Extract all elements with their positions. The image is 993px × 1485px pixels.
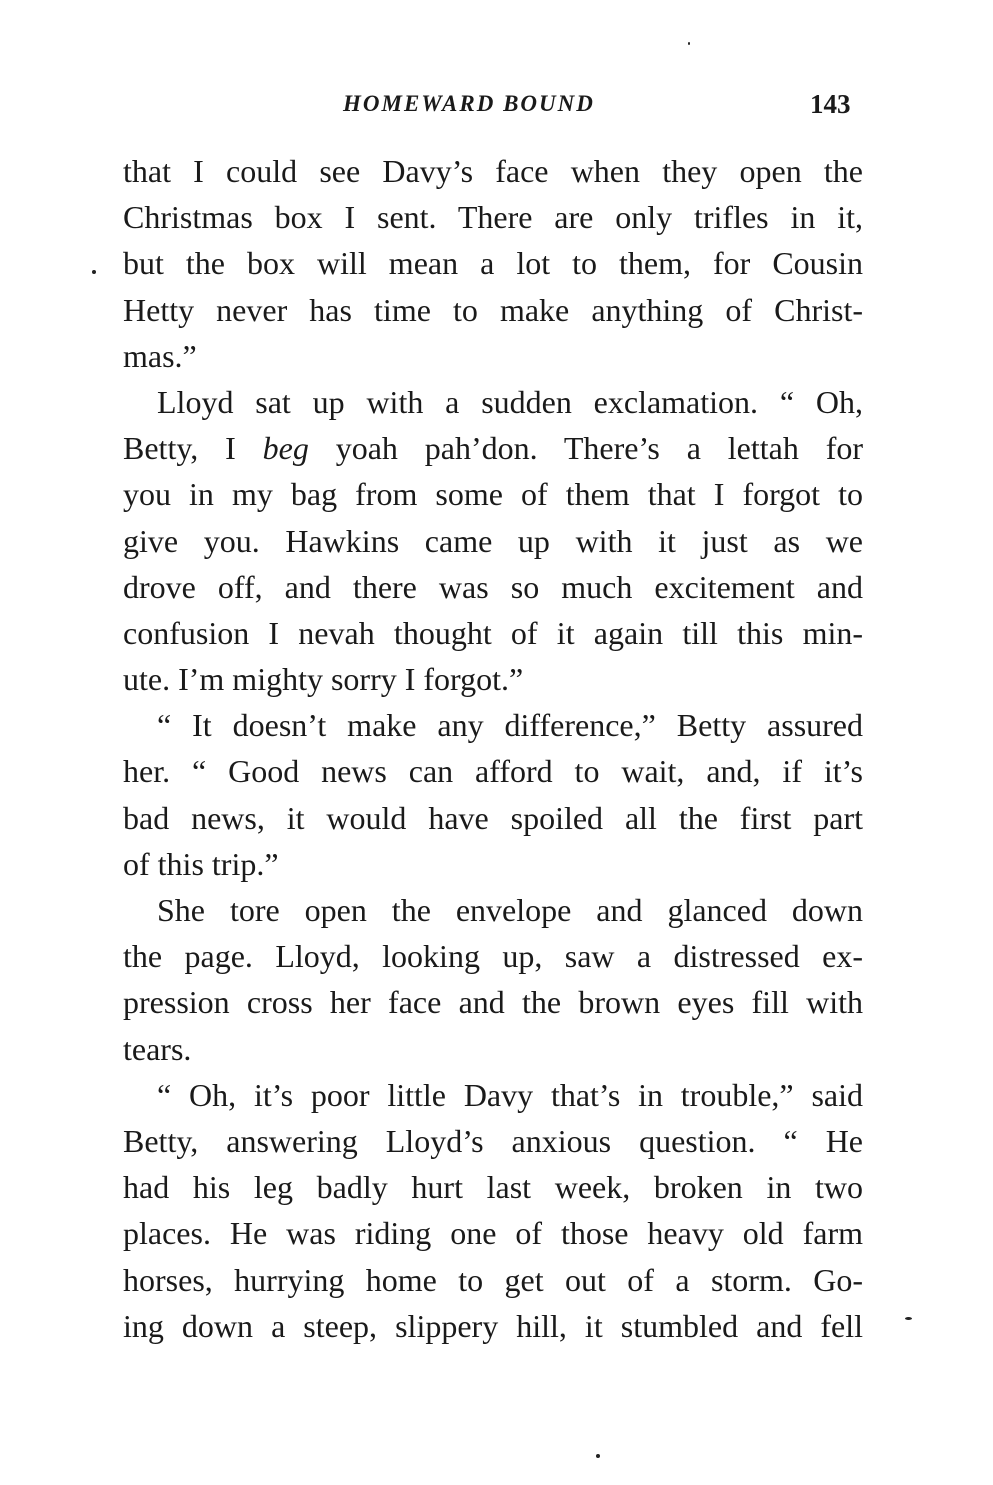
text-line: give you. Hawkins came up with it just as we (123, 522, 863, 559)
text-line: that I could see Davy’s face when they open the (123, 153, 863, 189)
text-line: She tore open the envelope and glanced down (157, 892, 863, 928)
text-line: of this trip.” (123, 845, 279, 882)
text-line: Lloyd sat up with a sudden exclamation. “ Oh, (157, 383, 863, 420)
page-number: 143 (810, 89, 851, 119)
text-line: “ Oh, it’s poor little Davy that’s in trouble,” said (157, 1076, 863, 1113)
text-run: yoah pah’don. There’s a lettah for (335, 430, 864, 467)
text-line: Hetty never has time to make anything of Christ- (123, 291, 863, 328)
text-line: drove off, and there was so much excitement and (123, 568, 863, 605)
text-line: tears. (123, 1030, 192, 1067)
text-line: but the box will mean a lot to them, for Cousin (123, 245, 863, 282)
text-line: pression cross her face and the brown eyes fill with (123, 984, 863, 1021)
text-line: confusion I nevah thought of it again till this min- (123, 614, 863, 651)
text-run: Betty, I (123, 430, 236, 467)
text-line: bad news, it would have spoiled all the first part (123, 799, 863, 836)
text-line: places. He was riding one of those heavy old farm (123, 1215, 863, 1252)
text-line: had his leg badly hurt last week, broken in two (123, 1169, 863, 1206)
italic-word: beg (262, 430, 309, 467)
text-line: horses, hurrying home to get out of a storm. Go- (123, 1261, 863, 1298)
text-line: ing down a steep, slippery hill, it stumbled and fell (123, 1307, 863, 1344)
text-line: mas.” (123, 337, 197, 374)
scan-speck (905, 1317, 912, 1320)
running-head (0, 86, 993, 122)
text-line: the page. Lloyd, looking up, saw a distressed ex- (123, 938, 863, 975)
text-line (123, 425, 863, 471)
scan-speck (688, 42, 690, 45)
scan-speck (596, 1454, 600, 1458)
text-line: her. “ Good news can afford to wait, and, if it’s (123, 753, 863, 790)
text-line: “ It doesn’t make any difference,” Betty assured (157, 707, 863, 744)
scan-speck (92, 270, 96, 274)
text-line: Betty, answering Lloyd’s anxious question. “ He (123, 1122, 863, 1159)
text-line: Christmas box I sent. There are only trifles in it, (123, 199, 863, 236)
text-line: you in my bag from some of them that I forgot to (123, 476, 863, 513)
body-text (123, 148, 863, 1349)
text-line: ute. I’m mighty sorry I forgot.” (123, 661, 524, 698)
running-title: HOMEWARD BOUND (343, 91, 595, 116)
